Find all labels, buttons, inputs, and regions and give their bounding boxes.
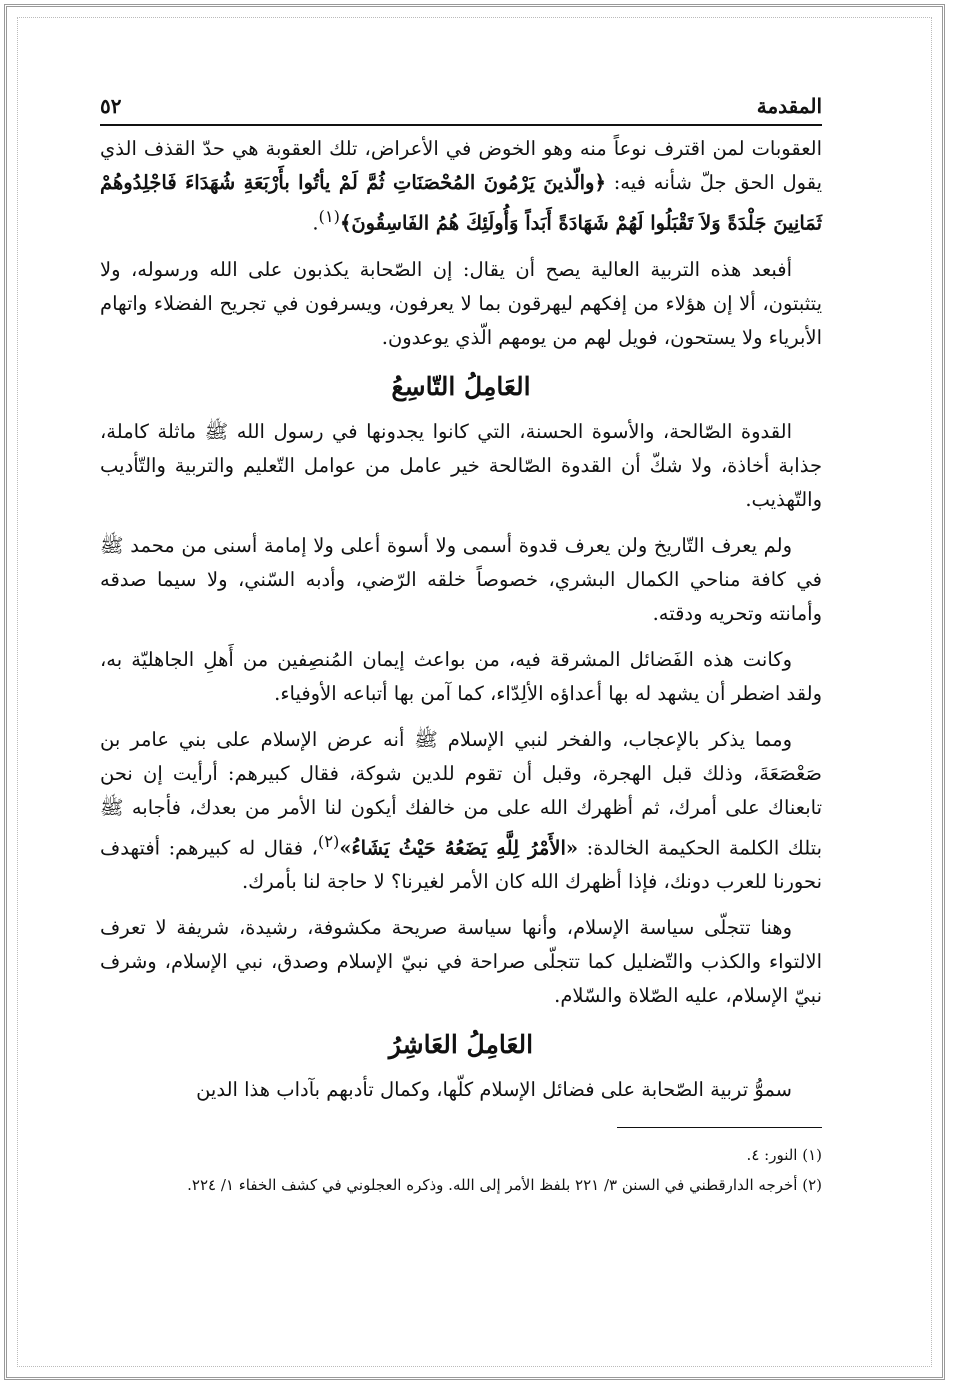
page-header — [100, 80, 822, 126]
paragraph-7: وهنا تتجلّى سياسة الإسلام، وأنها سياسة صريحة مكشوفة، رشيدة، شريفة لا تعرف الالتواء والكذب والتّضليل كما تتجلّى صراحة في نبيّ الإسلام وصدق، نبي الإسلام، وشرف نبيّ الإسلام، عليه الصّلاة والسّلام. — [100, 916, 822, 1007]
section-heading-ninth: العَامِلُ التّاسِعُ — [391, 371, 531, 401]
footnote-1: (١) النور: ٤. — [746, 1146, 822, 1164]
paragraph-1 — [100, 132, 822, 241]
footnote-separator — [617, 1127, 822, 1128]
paragraph-8: سموُّ تربية الصّحابة على فضائل الإسلام كلّها، وكمال تأدبهم بآداب هذا الدين — [196, 1078, 792, 1101]
paragraph-2: أفبعد هذه التربية العالية يصح أن يقال: إن الصّحابة يكذبون على الله ورسوله، ولا يتثبتون، ألا إن هؤلاء من إفكهم ليهرقون بما لا يعرفون، ويسرفون في تجريح الفضلاء واتهام الأبرياء ولا يستحون، فويل لهم من يومهم الّذي يوعدون. — [100, 257, 822, 349]
quran-quote: ﴿والّذينَ يَرْمُونَ المُحْصَنَاتِ ثُمَّ لَمْ يأتُوا بأَرْبَعَةِ شُهَدَاءَ فَاجْلِدُوهُمْ ثَمَانِينَ جَلْدَةً وَلاَ تَقْبَلُوا لَهُمْ شَهَادَةً أَبَداً وَأُولَئِكَ هُمُ الفَاسِقُونَ﴾ — [100, 171, 822, 235]
paragraph-1-end: . — [312, 211, 319, 235]
footnote-ref-2: (٢) — [317, 831, 340, 851]
paragraph-1-text: العقوبات لمن اقترف نوعاً منه وهو الخوض في الأعراض، تلك العقوبة هي حدّ القذف الذي يقول الحق جلّ شأنه فيه: — [100, 137, 822, 194]
paragraph-6-text: ومما يذكر بالإعجاب، والفخر لنبي الإسلام ﷺ أنه عرض الإسلام على بني عامر بن صَعْصَعَةَ، وذلك قبل الهجرة، وقبل أن تقوم للدين شوكة، فقال كبيرهم: أرأيت إن نحن تابعناك على أمرك، ثم أظهرك الله على من خالفك أيكون لنا الأمر من بعدك، فأجابه ﷺ بتلك الكلمة الحكيمة الخالدة: — [100, 727, 822, 859]
section-heading-tenth: العَامِلُ العَاشِرُ — [388, 1030, 534, 1059]
paragraph-6-end: ، فقال له كبيرهم: أفتهدف نحورنا للعرب دونك، فإذا أظهرك الله كان الأمر لغيرنا؟ لا حاجة لنا بأمرك. — [100, 836, 822, 893]
book-page — [100, 80, 822, 1200]
page-number: ٥٢ — [100, 94, 122, 118]
paragraph-4: ولم يعرف التّاريخ ولن يعرف قدوة أسمى ولا أسوة أعلى ولا إمامة أسنى من محمد ﷺ في كافة مناحي الكمال البشري، خصوصاً خلقه الرّضي، وأدبه السّني، ولا سيما صدقه وأمانته وتحريه ودقته. — [100, 533, 822, 625]
footnote-2: (٢) أخرجه الدارقطني في السنن ٣/ ٢٢١ بلفظ الأمر إلى الله. وذكره العجلوني في كشف الخفاء ١/ ٢٢٤. — [187, 1176, 822, 1194]
footnote-ref-1: (١) — [318, 207, 340, 226]
hadith-quote: «الأَمْرُ لِلَّهِ يَضَعُهُ حَيْثُ يَشَاءُ» — [339, 836, 579, 859]
paragraph-5: وكانت هذه الفَضائل المشرقة فيه، من بواعث إيمان المُنصِفين من أَهلِ الجاهليّة به، ولقد اضطر أن يشهد له بها أعداؤه الألِدّاء، كما آمن بها أتباعه الأوفياء. — [100, 647, 822, 705]
paragraph-6 — [100, 723, 822, 900]
paragraph-3: القدوة الصّالحة، والأسوة الحسنة، التي كانوا يجدونها في رسول الله ﷺ ماثلة كاملة، جذابة أخاذة، ولا شكّ أن القدوة الصّالحة خير عامل من عوامل التّعليم والتربية والتّأديب والتّهذيب. — [100, 419, 822, 511]
section-title: المقدمة — [756, 94, 822, 118]
